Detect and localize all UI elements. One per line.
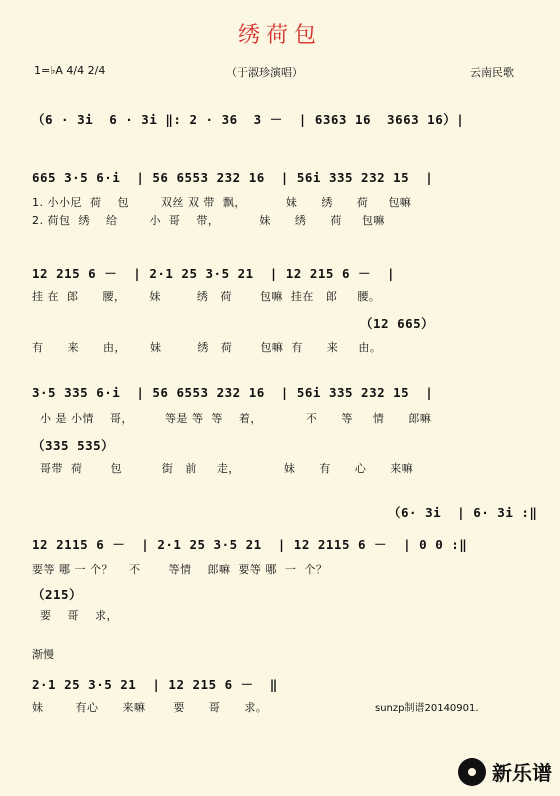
lyric-line: 有 来 由， 妹 绣 荷 包嘛 有 来 由。 xyxy=(32,341,382,354)
key-signature: 1=♭A 4/4 2/4 xyxy=(34,64,106,77)
notation-line: 3·5 335 6·i | 56 6553 232 16 | 56i 335 232 15 | xyxy=(32,385,434,400)
singer-credit: （于淑珍演唱） xyxy=(226,66,303,79)
lyric-line: 小 是 小情 哥， 等是 等 等 着， 不 等 情 郎嘛 xyxy=(32,412,432,425)
tempo-mark: 渐慢 xyxy=(32,648,54,661)
notation-line: （6· 3i | 6· 3i :‖ xyxy=(388,505,538,520)
site-logo-text: 新乐谱 xyxy=(492,761,552,785)
lyric-line: 挂 在 郎 腰， 妹 绣 荷 包嘛 挂在 郎 腰。 xyxy=(32,290,381,303)
site-logo xyxy=(458,757,552,786)
lyric-line: 哥带 荷 包 街 前 走， 妹 有 心 来嘛 xyxy=(32,462,414,475)
lyric-line: 1. 小小尼 荷 包 双丝 双 带 飘， 妹 绣 荷 包嘛 xyxy=(32,196,412,209)
notation-line: （215） xyxy=(32,587,83,602)
lyric-line: 要 哥 求， xyxy=(32,609,118,622)
record-disc-icon xyxy=(458,758,486,786)
lyric-line: 妹 有心 来嘛 要 哥 求。 xyxy=(32,701,268,714)
transcriber-credit: sunzp制谱20140901. xyxy=(375,703,479,714)
notation-line: 12 2115 6 － | 2·1 25 3·5 21 | 12 2115 6 － | 0 0 :‖ xyxy=(32,537,468,552)
notation-line: 665 3·5 6·i | 56 6553 232 16 | 56i 335 232 15 | xyxy=(32,170,434,185)
notation-line: 12 215 6 － | 2·1 25 3·5 21 | 12 215 6 － | xyxy=(32,266,396,281)
page-title: 绣荷包 xyxy=(237,23,322,48)
lyric-line: 要等 哪 一 个？ 不 等情 郎嘛 要等 哪 一 个？ xyxy=(32,563,328,576)
notation-line: （12 665） xyxy=(360,316,435,331)
lyric-line: 2. 荷包 绣 给 小 哥 带， 妹 绣 荷 包嘛 xyxy=(32,214,385,227)
genre-label: 云南民歌 xyxy=(470,66,514,79)
notation-line: （335 535） xyxy=(32,438,115,453)
notation-line: （6 · 3i 6 · 3i ‖: 2 · 36 3 － | 6363 16 3663 16）| xyxy=(32,112,465,127)
notation-line: 2·1 25 3·5 21 | 12 215 6 － ‖ xyxy=(32,677,278,692)
